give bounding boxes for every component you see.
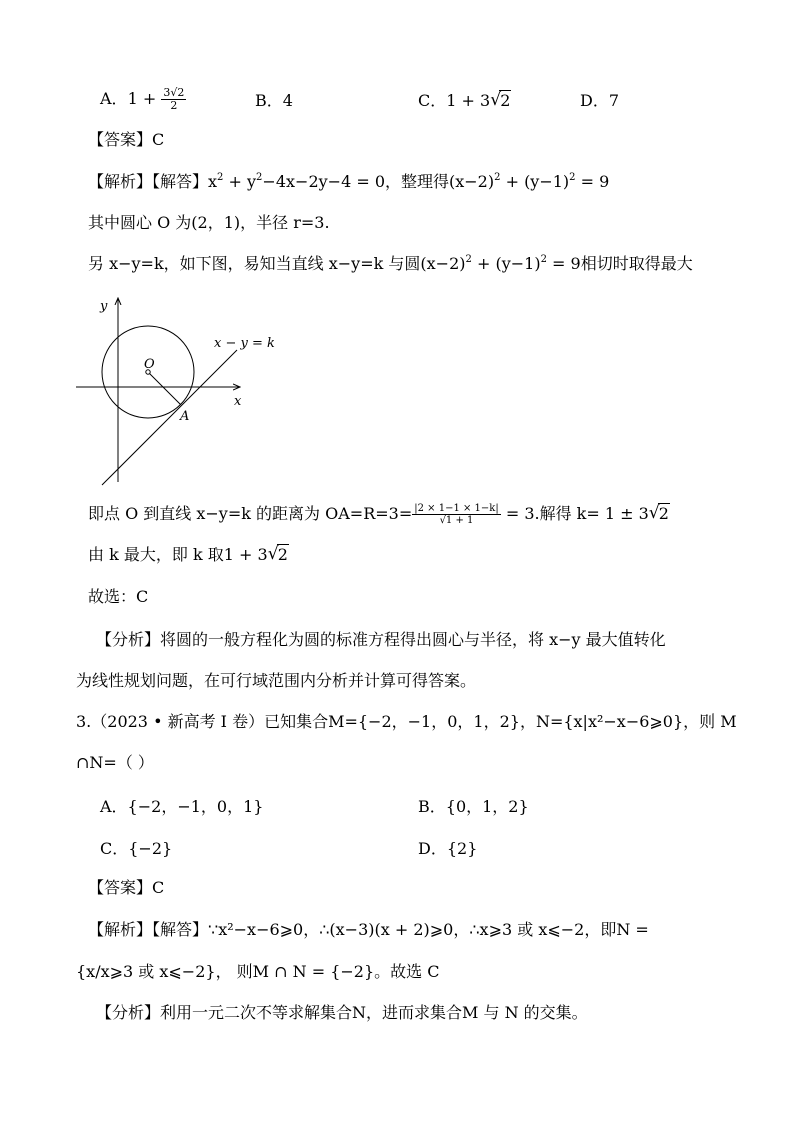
solution-line-4 [88,502,670,526]
solution-text: 另 x−y=k，如下图，易知当直线 x−y=k 与圆(x−2) [88,254,466,273]
solution-sqrt [268,543,289,567]
eq-sup: 2 [494,172,501,183]
solution-text: 即点 O 到直线 x−y=k 的距离为 OA=R=3= [88,504,413,523]
q3-option-b: B．{0，1，2} [418,797,529,816]
q3-stem-line-1: 3.（2023 • 新高考 I 卷）已知集合M={−2，−1，0，1，2}，N={x|x²−x−6⩾0}，则 M [76,712,737,731]
q3-answer-value: C [152,878,165,897]
q3-analysis-tag: 【分析】 [96,1003,161,1022]
analysis-line-1 [96,628,666,652]
option-c-sqrt [490,91,511,110]
point-a-label: A [180,409,190,424]
eq-text: = 9 [575,172,610,191]
option-a-label: A． [100,89,128,108]
solution-radicand: 2 [277,545,288,564]
center-label: O [144,357,155,372]
q3-answer-tag: 【答案】 [88,878,153,897]
option-a-numerator: 3√2 [163,86,185,99]
option-c-radicand: 2 [500,91,511,110]
q3-solution-tag: 【解析】【解答】 [88,920,209,939]
option-a-fraction [161,87,186,112]
y-axis-label: y [100,299,108,314]
circle-tangent-figure [72,292,282,492]
analysis-line-2: 为线性规划问题，在可行域范围内分析并计算可得答案。 [76,671,477,690]
q3-solution-line-1 [88,918,649,942]
distance-denominator: √1 + 1 [439,515,474,526]
solution-line-2: 其中圆心 O 为(2，1)，半径 r=3. [88,213,330,232]
solution-line-6: 故选：C [88,587,149,606]
option-b: B．4 [255,91,293,110]
solution-line-3 [88,252,693,276]
eq-text: x [208,172,218,191]
option-a-denominator: 2 [170,99,178,112]
option-c-label: C． [418,91,447,110]
q3-stem-line-2: ∩N=（ ） [76,753,154,772]
eq-text: + y [223,172,257,191]
analysis-text: 将圆的一般方程化为圆的标准方程得出圆心与半径，将 x−y 最大值转化 [160,630,666,649]
eq-sup: 2 [217,172,224,183]
eq-sup: 2 [256,172,263,183]
q3-solution-text: ∵x²−x−6⩾0，∴(x−3)(x + 2)⩾0，∴x⩾3 或 x⩽−2，即N = [208,920,649,939]
solution-line-5 [88,543,289,567]
solution-sqrt [649,502,670,526]
answer-value: C [152,130,165,149]
answer-tag: 【答案】 [88,130,153,149]
q3-analysis-text: 利用一元二次不等求解集合N，进而求集合M 与 N 的交集。 [160,1003,588,1022]
line-label: x − y = k [214,336,275,351]
solution-line-1 [88,170,609,194]
tangent-line [102,350,237,485]
q3-option-d: D．{2} [418,839,478,858]
q3-answer-line [88,876,164,900]
q3-option-a: A．{−2，−1，0，1} [100,797,264,816]
option-a [100,86,186,112]
option-a-prefix: 1 + [127,89,162,108]
option-c [418,88,511,111]
solution-text: = 3.解得 k= 1 ± 3 [500,504,649,523]
solution-text: = 9相切时取得最大 [546,254,693,273]
answer-line [88,128,164,152]
eq-sup: 2 [569,172,576,183]
solution-sup: 2 [540,254,547,265]
solution-tag: 【解析】【解答】 [88,172,209,191]
q3-solution-line-2: {x/x⩾3 或 x⩽−2}， 则M ∩ N = {−2}。故选 C [76,962,440,981]
solution-sup: 2 [465,254,472,265]
analysis-tag: 【分析】 [96,630,161,649]
eq-text: −4x−2y−4 = 0，整理得(x−2) [262,172,495,191]
x-axis-label: x [234,394,242,409]
q3-option-c: C．{−2} [100,839,173,858]
solution-text: + (y−1) [471,254,541,273]
q3-analysis-line [96,1001,588,1025]
option-d: D．7 [580,91,620,110]
distance-fraction [412,503,500,526]
option-c-prefix: 1 + 3 [446,91,491,110]
eq-text: + (y−1) [500,172,570,191]
distance-numerator: |2 × 1−1 × 1−k| [414,503,499,514]
solution-text: 由 k 最大，即 k 取1 + 3 [88,545,268,564]
solution-radicand: 2 [658,504,669,523]
radius-oa [148,372,181,405]
